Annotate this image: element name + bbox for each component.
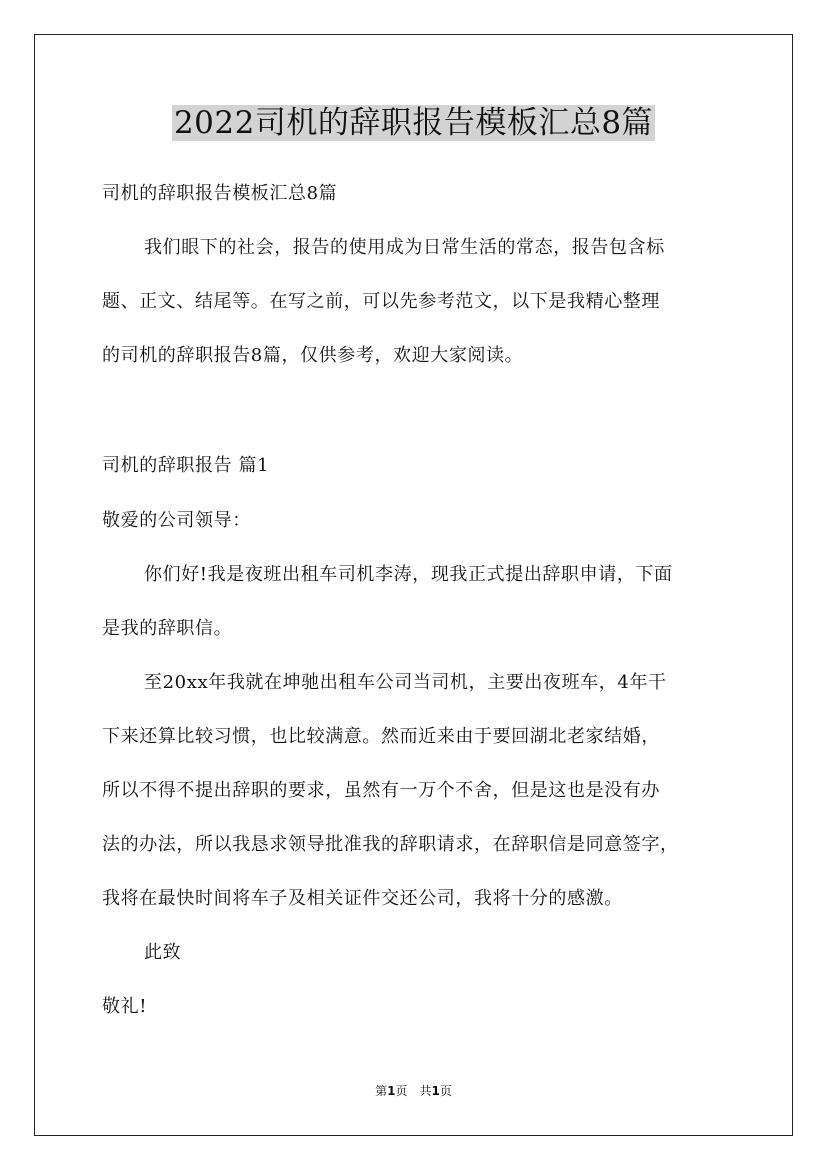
closing-line-2: 敬礼! bbox=[102, 996, 148, 1017]
page-footer bbox=[0, 1083, 827, 1099]
intro-line-1: 我们眼下的社会，报告的使用成为日常生活的常态，报告包含标 bbox=[144, 237, 665, 258]
document-subtitle: 司机的辞职报告模板汇总8篇 bbox=[102, 183, 338, 204]
para2-line-5: 我将在最快时间将车子及相关证件交还公司，我将十分的感激。 bbox=[102, 888, 623, 909]
document-title bbox=[0, 100, 827, 146]
footer-mid: 页 共 bbox=[395, 1084, 432, 1098]
para2-line-4: 法的办法，所以我恳求领导批准我的辞职请求，在辞职信是同意签字， bbox=[102, 834, 679, 855]
footer-total-pages: 1 bbox=[431, 1084, 440, 1098]
section-heading: 司机的辞职报告 篇1 bbox=[102, 455, 270, 476]
para2-line-3: 所以不得不提出辞职的要求，虽然有一万个不舍，但是这也是没有办 bbox=[102, 780, 660, 801]
para2-line-1: 至20xx年我就在坤驰出租车公司当司机，主要出夜班车，4年干 bbox=[144, 672, 667, 693]
footer-prefix: 第 bbox=[375, 1084, 388, 1098]
para2-line-2: 下来还算比较习惯，也比较满意。然而近来由于要回湖北老家结婚， bbox=[102, 726, 660, 747]
footer-current-page: 1 bbox=[387, 1084, 396, 1098]
closing-line-1: 此致 bbox=[144, 942, 182, 963]
para1-line-1: 你们好!我是夜班出租车司机李涛，现我正式提出辞职申请，下面 bbox=[144, 564, 673, 585]
footer-suffix: 页 bbox=[439, 1084, 452, 1098]
document-title-text: 2022司机的辞职报告模板汇总8篇 bbox=[173, 105, 654, 141]
para1-line-2: 是我的辞职信。 bbox=[102, 618, 233, 639]
intro-line-2: 题、正文、结尾等。在写之前，可以先参考范文，以下是我精心整理 bbox=[102, 291, 660, 312]
intro-line-3: 的司机的辞职报告8篇，仅供参考，欢迎大家阅读。 bbox=[102, 345, 524, 366]
salutation: 敬爱的公司领导： bbox=[102, 510, 251, 531]
